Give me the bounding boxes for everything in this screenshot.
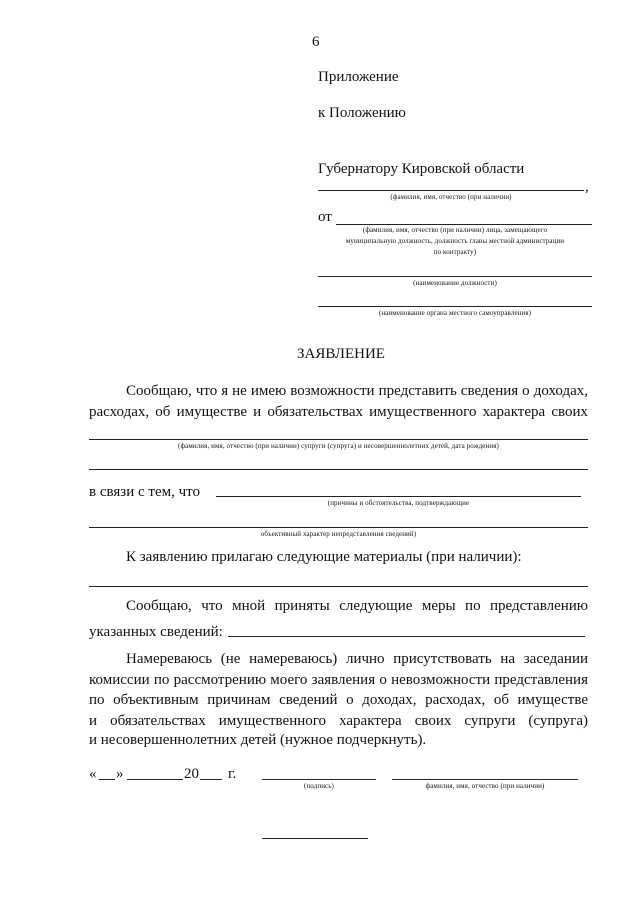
date-month-line [127,779,183,780]
document-title: ЗАЯВЛЕНИЕ [297,346,385,362]
date-year-suffix: г. [228,766,237,782]
paragraph-4-line-1: Сообщаю, что мной приняты следующие меры по представлению [126,598,588,614]
attachments-line [89,586,588,587]
paragraph-5-line-1: Намереваюсь (не намереваюсь) лично присутствовать на заседании [126,651,588,667]
from-label: от [318,209,332,225]
paragraph-1 [89,381,588,422]
signer-name-line [392,779,578,780]
paragraph-1-line-2: расходах, об имуществе и обязательствах имущественного характера своих [89,403,588,420]
paragraph-4 [89,596,588,617]
addressee-fio-caption: (фамилия, имя, отчество (при наличии) [390,193,512,201]
body-caption: (наименование органа местного самоуправления) [378,309,532,317]
position-caption: (наименование должности) [413,279,497,287]
date-day-line [99,779,115,780]
position-line [318,276,592,277]
header-appendix: Приложение [318,69,399,85]
date-close-quote: » [116,766,124,782]
paragraph-5-line-5: и несовершеннолетних детей (нужное подчеркнуть). [89,732,427,748]
signature-line [262,779,376,780]
attachments-text: К заявлению прилагаю следующие материалы (при наличии): [126,549,522,565]
measures-label: указанных сведений: [89,624,223,640]
addressee-comma: , [585,179,589,195]
addressee-governor: Губернатору Кировской области [318,161,525,177]
signature-caption: (подпись) [304,782,334,790]
from-line [336,224,592,225]
date-open-quote: « [89,766,97,782]
date-year-line [200,779,222,780]
spouse-caption: (фамилия, имя, отчество (при наличии) супруги (супруга) и несовершеннолетних детей, дата рождения) [178,442,499,450]
footer-rule [262,838,368,839]
measures-line [228,636,585,637]
paragraph-1-line-1: Сообщаю, что я не имею возможности представить сведения о доходах, [126,383,588,399]
from-caption-2: муниципальную должность, должность главы местной администрации [345,237,565,245]
page-number: 6 [312,34,320,50]
paragraph-5-line-3: по объективным причинам сведений о доходах, расходах, об имуществе [89,692,588,708]
signer-name-caption: фамилия, имя, отчество (при наличии) [425,782,545,790]
reason-caption-2: объективный характер непредставления сведений) [260,530,417,538]
addressee-fio-line [318,190,584,191]
date-year-prefix: 20 [184,766,199,782]
header-to-regulation: к Положению [318,105,406,121]
reason-label: в связи с тем, что [89,484,200,500]
reason-caption-1: (причины и обстоятельства, подтверждающие [327,499,470,507]
paragraph-5-line-4: и обязательствах имущественного характера своих супруги (супруга) [89,712,588,729]
from-caption-3: по контракту) [433,248,477,256]
spouse-line [89,439,588,440]
body-line [318,306,592,307]
from-caption-1: (фамилия, имя, отчество (при наличии) лица, замещающего [362,226,548,234]
reason-line [216,496,581,497]
spouse-line-2 [89,469,588,470]
reason-line-2 [89,527,588,528]
paragraph-5-line-2: комиссии по рассмотрению моего заявления о невозможности представления [89,671,588,688]
paragraph-5 [89,649,588,731]
